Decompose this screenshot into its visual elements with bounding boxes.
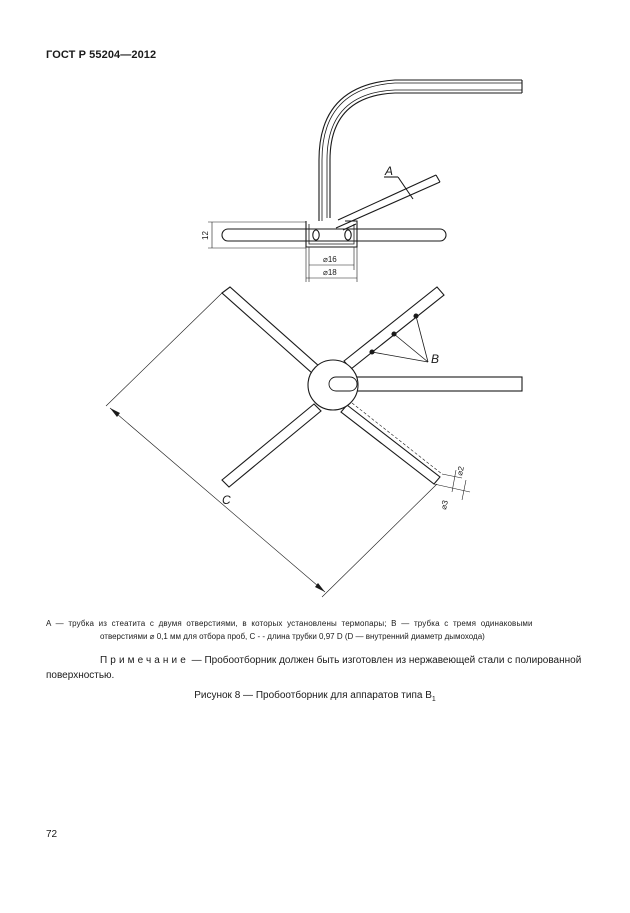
- dim-outer-diameter: ⌀18: [323, 268, 337, 277]
- label-a: A: [385, 164, 394, 178]
- plan-view: [106, 287, 522, 597]
- note-label: Примечание: [100, 655, 189, 666]
- label-c: C: [222, 493, 231, 507]
- note-text: — Пробоотборник должен быть изготовлен из нержавеющей стали с полированной поверхностью.: [46, 655, 582, 681]
- label-b: B: [431, 352, 440, 366]
- legend-line-1: A — трубка из стеатита с двумя отверстиями, в которых установлены термопары; B — трубка с тремя одинаковыми: [46, 619, 533, 628]
- dim-tube-outer: ⌀3: [439, 499, 450, 511]
- dim-tube-inner: ⌀2: [455, 465, 466, 477]
- dim-inner-diameter: ⌀16: [323, 255, 337, 264]
- figure-caption: [0, 690, 630, 703]
- legend-line-2: отверстиями ⌀ 0,1 мм для отбора проб, C - - длина трубки 0,97 D (D — внутренний диаметр дымохода): [100, 632, 485, 641]
- page-number: 72: [46, 829, 58, 840]
- dim-height-label: 12: [201, 231, 210, 240]
- side-view: [208, 80, 522, 282]
- caption-text: Рисунок 8 — Пробоотборник для аппаратов типа В: [194, 690, 432, 701]
- note-paragraph: [46, 653, 584, 683]
- figure-legend: [46, 617, 584, 643]
- document-header: ГОСТ Р 55204—2012: [46, 49, 157, 61]
- caption-subscript: 1: [431, 696, 436, 703]
